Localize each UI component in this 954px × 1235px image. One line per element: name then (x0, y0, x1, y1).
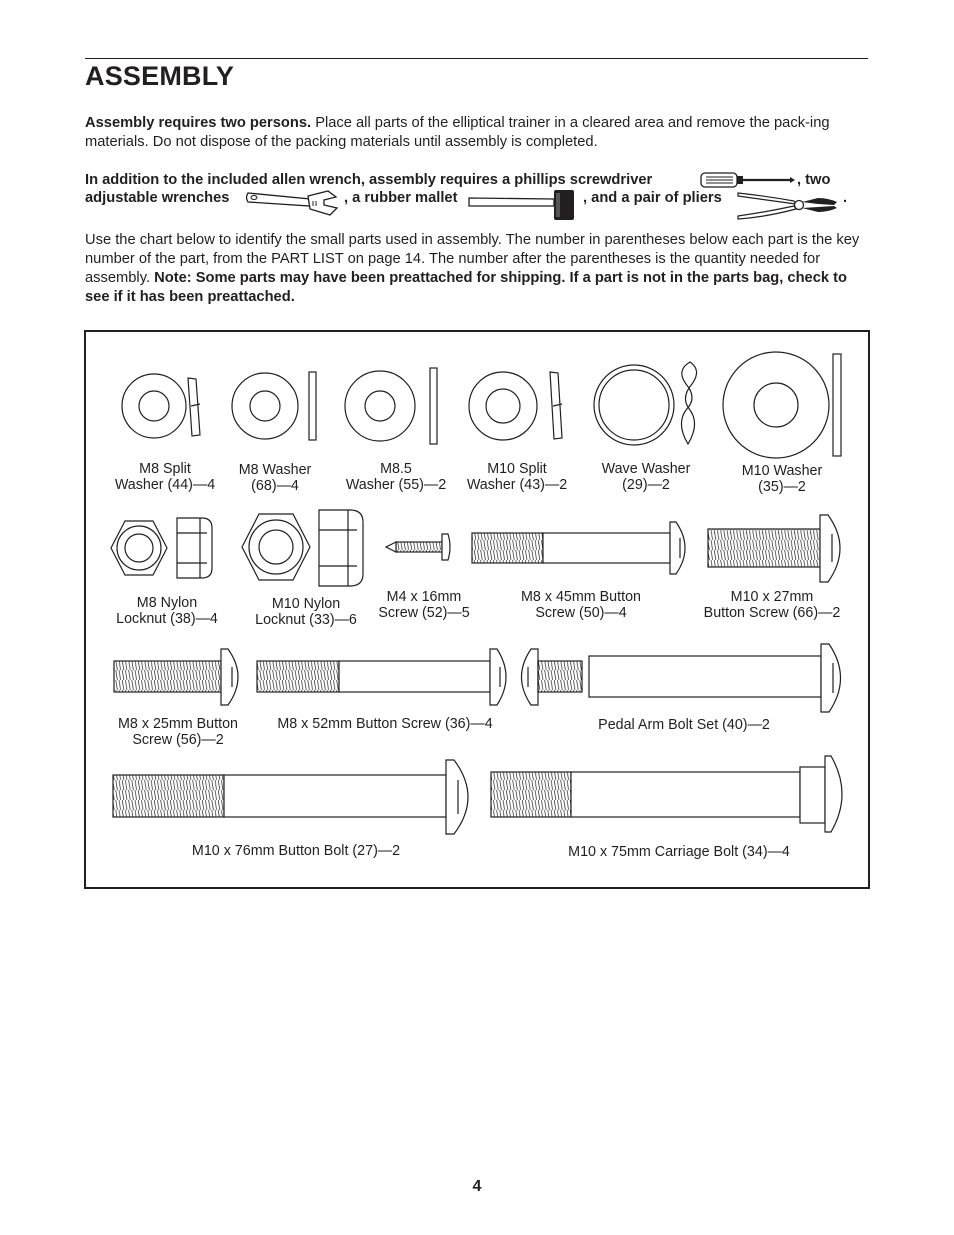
wave-washer-illustration (594, 362, 697, 445)
part-label: Wave Washer (29)—2 (601, 461, 691, 493)
tools-line2-b: , a rubber mallet (344, 190, 458, 206)
part-label: M8 Split Washer (44)—4 (114, 461, 216, 493)
m10-nylon-locknut-illustration (242, 510, 363, 586)
tools-line2-d: . (843, 190, 848, 206)
part-label: M10 x 75mm Carriage Bolt (34)—4 (568, 844, 790, 860)
m10-27mm-button-screw-illustration (708, 515, 840, 582)
m8-split-washer-illustration (122, 374, 200, 438)
part-label: M8 x 52mm Button Screw (36)—4 (277, 716, 493, 732)
part-label: M4 x 16mm Screw (52)—5 (378, 589, 470, 621)
part-label: M10 x 76mm Button Bolt (27)—2 (191, 843, 401, 859)
m8-washer-illustration (232, 372, 316, 440)
m8-25mm-button-screw-illustration (114, 649, 238, 705)
m8-45mm-button-screw-illustration (472, 522, 685, 574)
part-label: M8 x 45mm Button Screw (50)—4 (521, 589, 641, 621)
chart-intro-note: Note: Some parts may have been preattached for shipping. If a part is not in the parts bag, check to see if it has been preattached. (85, 270, 848, 305)
m4-screw-illustration (386, 534, 450, 560)
m10-75mm-carriage-bolt-illustration (491, 756, 842, 832)
part-label: M8.5 Washer (55)—2 (345, 461, 447, 493)
page-title: ASSEMBLY (85, 61, 235, 91)
chart-intro-text: Use the chart below to identify the small parts used in assembly. The number in parentheses below each part is the key number of the part, from the PART LIST on page 14. The number after the parentheses is the quantity needed for assembly. (85, 232, 860, 286)
m8-nylon-locknut-illustration (111, 518, 212, 578)
part-label: M10 Split Washer (43)—2 (466, 461, 568, 493)
m10-76mm-button-bolt-illustration (113, 760, 468, 834)
part-label: M8 Nylon Locknut (38)—4 (116, 595, 218, 627)
part-label: M8 Washer (68)—4 (238, 462, 312, 494)
part-label: M10 x 27mm Button Screw (66)—2 (703, 589, 841, 621)
m10-split-washer-illustration (469, 372, 562, 440)
page-number: 4 (472, 1178, 482, 1195)
part-label: M10 Nylon Locknut (33)—6 (255, 596, 357, 628)
tools-line2-a: adjustable wrenches (85, 190, 230, 206)
part-label: Pedal Arm Bolt Set (40)—2 (598, 717, 770, 733)
tools-line2-c: , and a pair of pliers (583, 190, 722, 206)
m10-washer-illustration (723, 352, 841, 458)
tools-line1-end: , two (797, 172, 831, 188)
m85-washer-illustration (345, 368, 437, 444)
part-label: M8 x 25mm Button Screw (56)—2 (118, 716, 238, 748)
tools-line1: In addition to the included allen wrench, assembly requires a phillips screwdriver (85, 172, 653, 188)
part-label: M10 Washer (35)—2 (741, 463, 823, 495)
m8-52mm-button-screw-illustration (257, 649, 506, 705)
intro-text: Place all parts of the elliptical trainer in a cleared area and remove the pack-ing materials. Do not dispose of the packing materials until assembly is completed. (85, 115, 830, 150)
intro-bold: Assembly requires two persons. (85, 115, 312, 131)
pedal-arm-bolt-set-illustration (522, 644, 841, 712)
